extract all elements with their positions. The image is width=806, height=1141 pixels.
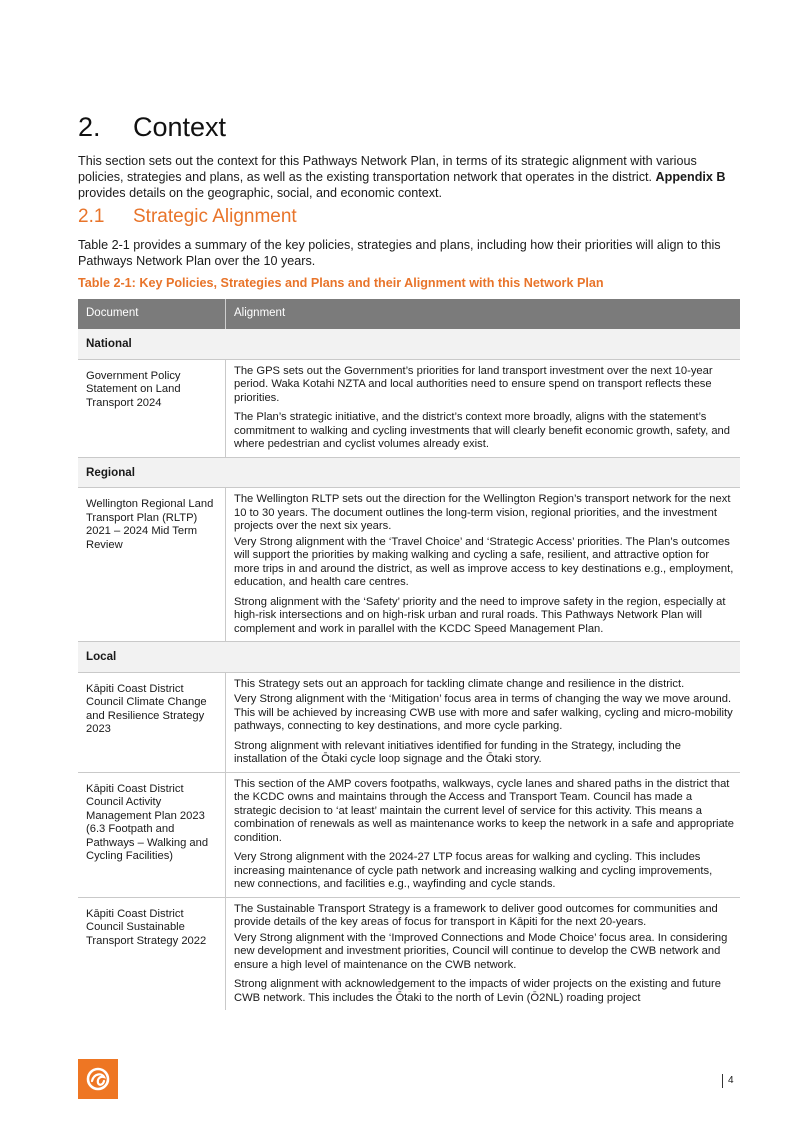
alignment-paragraph: Very Strong alignment with the 2024-27 LTP focus areas for walking and cycling. This includes increasing maintenance of cycle path network and increasing walking and cycling improvements, new connections, and facilities e.g., wayfinding and cycle stands. <box>234 851 713 890</box>
page-number: 4 <box>722 1074 734 1088</box>
alignment-table <box>78 299 740 1010</box>
alignment-paragraph: The Wellington RLTP sets out the direction for the Wellington Region’s transport network for the next 10 to 30 years. The document outlines the long-term vision, regional priorities, and the investment projects over the next six years. <box>234 493 731 532</box>
table-caption: Table 2-1: Key Policies, Strategies and Plans and their Alignment with this Network Plan <box>78 276 604 290</box>
section-number: 2. <box>78 112 101 142</box>
document-cell: Government Policy Statement on Land Transport 2024 <box>78 359 226 457</box>
document-cell: Wellington Regional Land Transport Plan (RLTP) 2021 – 2024 Mid Term Review <box>78 488 226 642</box>
alignment-cell <box>226 488 741 642</box>
alignment-cell <box>226 359 741 457</box>
table-row <box>78 359 740 457</box>
alignment-paragraph: This section of the AMP covers footpaths, walkways, cycle lanes and shared paths in the district that the KCDC owns and maintains through the Access and Transport Team. Council has made a strategic decision to ‘at least’ maintain the current level of service for this activity. This means a combination of renewals as well as maintenance works to keep the network in a safe and appropriate condition. <box>234 777 734 844</box>
alignment-cell <box>226 772 741 897</box>
alignment-paragraph: Strong alignment with relevant initiatives identified for funding in the Strategy, including the installation of the Ōtaki cycle loop signage and the Ōtaki story. <box>234 739 681 765</box>
section-label: National <box>78 329 740 359</box>
table-row <box>78 772 740 897</box>
council-logo <box>78 1059 118 1099</box>
section-heading <box>78 112 226 143</box>
intro-text: This section sets out the context for this Pathways Network Plan, in terms of its strategic alignment with various policies, strategies and plans, as well as the existing transportation network that operates in the district. <box>78 154 697 184</box>
alignment-paragraph: Strong alignment with acknowledgement to the impacts of wider projects on the existing and future CWB network. This includes the Ōtaki to the north of Levin (Ō2NL) roading project <box>234 978 721 1004</box>
section-row-national <box>78 329 740 359</box>
alignment-cell <box>226 897 741 1010</box>
alignment-paragraph: The GPS sets out the Government’s priorities for land transport investment over the next 10-year period. Waka Kotahi NZTA and local authorities need to ensure spend on transport reflects these priorities. <box>234 364 713 404</box>
section-label: Regional <box>78 457 740 488</box>
swirl-icon <box>78 1059 118 1099</box>
subsection-number: 2.1 <box>78 206 105 227</box>
section-title: Context <box>133 112 227 142</box>
section-label: Local <box>78 642 740 673</box>
intro-text-end: provides details on the geographic, social, and economic context. <box>78 186 443 200</box>
alignment-paragraph: Strong alignment with the ‘Safety’ priority and the need to improve safety in the region, especially at high-risk intersections and on high-risk urban and rural roads. This Pathways Network Plan will complement and work in parallel with the KCDC Speed Management Plan. <box>234 595 726 635</box>
alignment-cell <box>226 672 741 772</box>
table-row <box>78 488 740 642</box>
subsection-title: Strategic Alignment <box>133 206 297 227</box>
section-row-regional <box>78 457 740 488</box>
alignment-paragraph: The Plan’s strategic initiative, and the district’s context more broadly, aligns with the statement’s commitment to walking and cycling investments that will clearly benefit economic growth, safety, and where pedestrian and cyclist volumes already exist. <box>234 411 730 450</box>
document-cell: Kāpiti Coast District Council Climate Change and Resilience Strategy 2023 <box>78 672 226 772</box>
appendix-reference: Appendix B <box>655 170 726 184</box>
subsection-intro: Table 2-1 provides a summary of the key policies, strategies and plans, including how their priorities will align to this Pathways Network Plan over the 10 years. <box>78 238 721 268</box>
section-row-local <box>78 642 740 673</box>
document-cell: Kāpiti Coast District Council Activity Management Plan 2023 (6.3 Footpath and Pathways – Walking and Cycling Facilities) <box>78 772 226 897</box>
intro-paragraph <box>78 153 738 201</box>
table-row <box>78 897 740 1010</box>
document-cell: Kāpiti Coast District Council Sustainable Transport Strategy 2022 <box>78 897 226 1010</box>
table-header-row <box>78 299 740 329</box>
alignment-paragraph: Very Strong alignment with the ‘Travel Choice’ and ‘Strategic Access’ priorities. The Plan’s outcomes will support the priorities by making walking and cycling a safe, resilient, and attractive option for more trips in and around the district, as well as improve access to key destinations e.g., employment, education, and health care centres. <box>234 535 734 588</box>
alignment-paragraph: Very Strong alignment with the ‘Mitigation’ focus area in terms of changing the way we move around. This will be achieved by increasing CWB use with more and safer walking, cycling and micro-mobility pathways, connecting to key destinations, and more cycle parking. <box>234 693 733 732</box>
alignment-paragraph: The Sustainable Transport Strategy is a framework to deliver good outcomes for communities and provide details of the key areas of focus for transport in Kāpiti for the next 20-years. <box>234 902 718 928</box>
subsection-heading <box>78 206 297 228</box>
column-header-document: Document <box>78 299 226 329</box>
alignment-paragraph: This Strategy sets out an approach for tackling climate change and resilience in the district. <box>234 677 685 690</box>
alignment-paragraph: Very Strong alignment with the ‘Improved Connections and Mode Choice’ focus area. In considering new development and investment priorities, Council will continue to develop the CWB network and ensure a high level of maintenance on the CWB network. <box>234 931 728 971</box>
table-row <box>78 672 740 772</box>
column-header-alignment: Alignment <box>226 299 741 329</box>
